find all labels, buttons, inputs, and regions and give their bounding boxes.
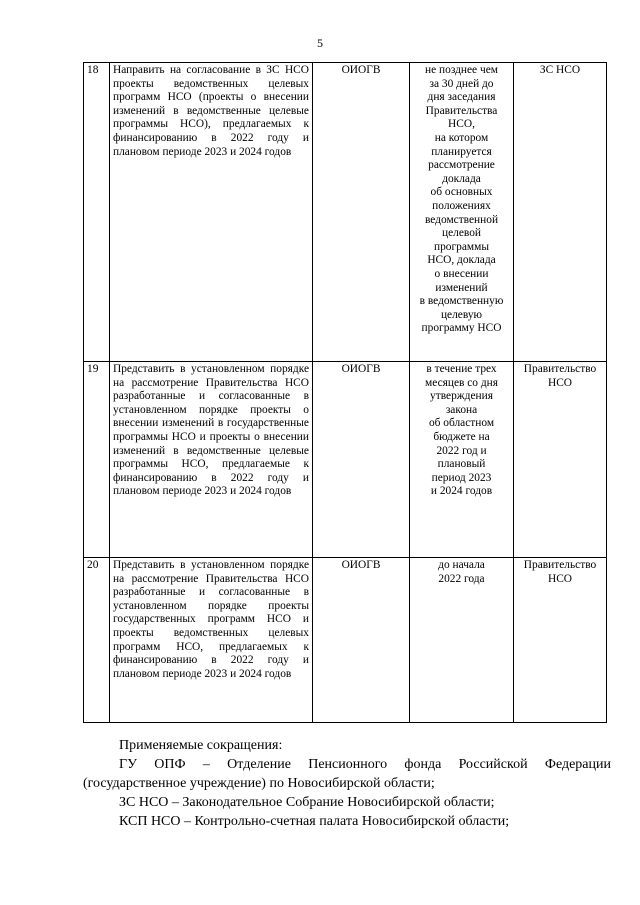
executor-cell: ОИОГВ (313, 63, 410, 362)
abbreviations-heading: Применяемые сокращения: (119, 738, 283, 753)
term-cell (410, 362, 514, 558)
table-row (84, 63, 607, 362)
abbreviation-item: ГУ ОПФ – Отделение Пенсионного фонда Российской Федерации (государственное учреждение) по Новосибирской области; (83, 757, 611, 791)
responsible-text: Правительство НСО (523, 559, 597, 585)
task-description: Представить в установленном порядке на рассмотрение Правительства НСО разработанные и согласованные в установленном порядке проекты о внесении изменений в государственные программы НСО и проекты о внесении изменений в ведомственные целевые программы НСО, предлагаемые к финансированию в 2022 году и плановом периоде 2023 и 2024 годов (110, 362, 313, 558)
row-number: 20 (84, 558, 110, 723)
term-text: до начала 2022 года (438, 559, 485, 585)
page-number: 5 (317, 36, 323, 50)
responsible-text: ЗС НСО (539, 64, 581, 76)
table-row (84, 558, 607, 723)
executor-cell: ОИОГВ (313, 362, 410, 558)
executor-cell: ОИОГВ (313, 558, 410, 723)
responsible-cell (514, 558, 607, 723)
task-description: Представить в установленном порядке на рассмотрение Правительства НСО разработанные и согласованные в установленном порядке проекты государственных программ НСО и проекты ведомственных целевых программ НСО, предлагаемых к финансированию в 2022 году и плановом периоде 2023 и 2024 годов (110, 558, 313, 723)
responsible-text: Правительство НСО (523, 363, 597, 389)
term-text: в течение трех месяцев со дня утверждения закона об областном бюджете на 2022 год и плановый период 2023 и 2024 годов (425, 363, 498, 498)
responsible-cell (514, 63, 607, 362)
row-number: 18 (84, 63, 110, 362)
abbreviation-item: КСП НСО – Контрольно-счетная палата Новосибирской области; (119, 814, 510, 829)
abbreviations-section (83, 736, 611, 831)
plan-table (83, 62, 607, 723)
term-cell (410, 558, 514, 723)
row-number: 19 (84, 362, 110, 558)
term-cell (410, 63, 514, 362)
table-row (84, 362, 607, 558)
task-description: Направить на согласование в ЗС НСО проекты ведомственных целевых программ НСО (проекты о внесении изменений в ведомственные целевые программы НСО), предлагаемых к финансированию в 2022 году и плановом периоде 2023 и 2024 годов (110, 63, 313, 362)
abbreviation-item: ЗС НСО – Законодательное Собрание Новосибирской области; (119, 795, 495, 810)
responsible-cell (514, 362, 607, 558)
term-text: не позднее чем за 30 дней до дня заседания Правительства НСО, на котором планируется рассмотрение доклада об основных положениях ведомственной целевой программы НСО, доклада о внесении изменений в ведомственную целевую программу НСО (419, 64, 504, 335)
